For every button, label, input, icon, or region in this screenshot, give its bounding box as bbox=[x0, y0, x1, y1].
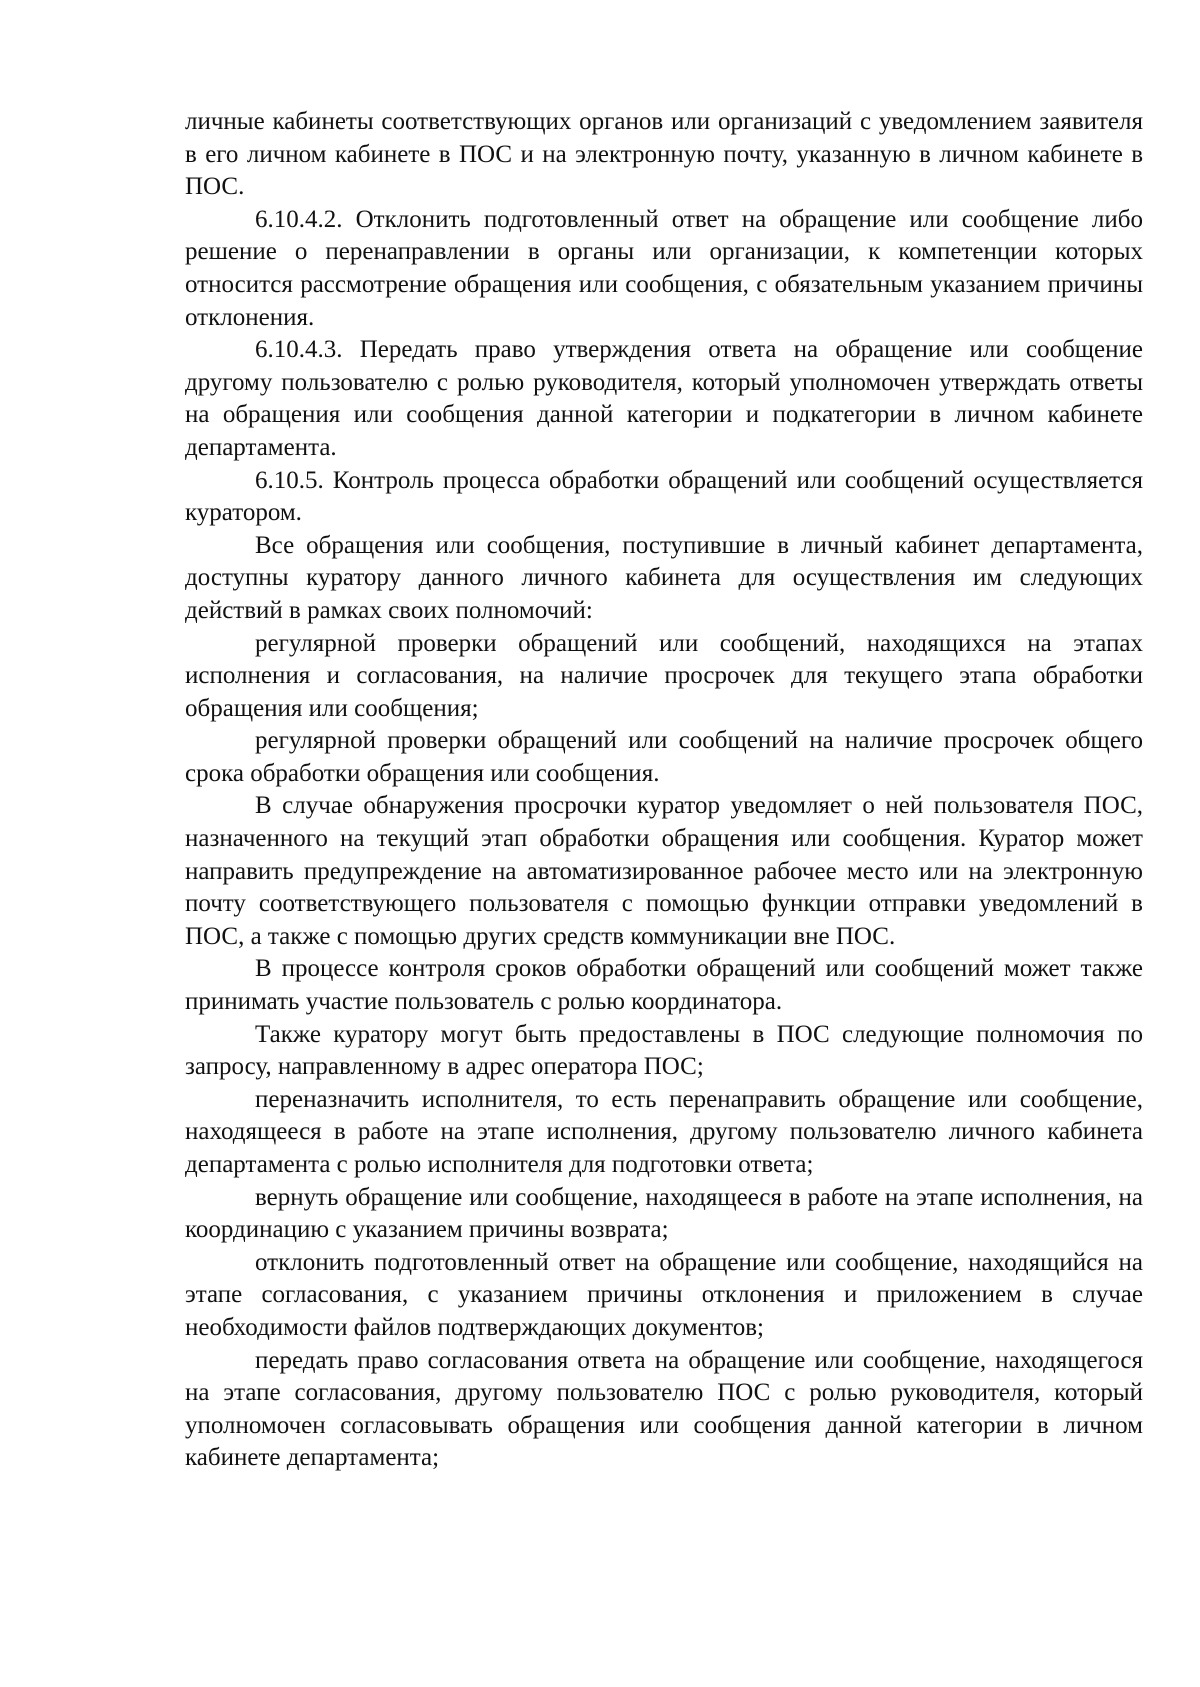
paragraph-check-overall: регулярной проверки обращений или сообщений на наличие просрочек общего срока обработки обращения или сообщения. bbox=[185, 727, 1143, 787]
paragraph-curator-access: Все обращения или сообщения, поступившие в личный кабинет департамента, доступны куратору данного личного кабинета для осуществления им следующих действий в рамках своих полномочий: bbox=[185, 531, 1143, 624]
paragraph-reassign: переназначить исполнителя, то есть перенаправить обращение или сообщение, находящееся в работе на этапе исполнения, другому пользователю личного кабинета департамента с ролью исполнителя для подготовки ответа; bbox=[185, 1085, 1143, 1178]
paragraph-6-10-5: 6.10.5. Контроль процесса обработки обращений или сообщений осуществляется куратором. bbox=[185, 466, 1143, 527]
paragraph-check-stages: регулярной проверки обращений или сообщений, находящихся на этапах исполнения и согласования, на наличие просрочек для текущего этапа обработки обращения или сообщения; bbox=[185, 629, 1143, 722]
paragraph-overdue-notice: В случае обнаружения просрочки куратор уведомляет о ней пользователя ПОС, назначенного на текущий этап обработки обращения или сообщения. Куратор может направить предупреждение на автоматизированное рабочее место или на электронную почту соответствующего пользователя с помощью функции отправки уведомлений в ПОС, а также с помощью других средств коммуникации вне ПОС. bbox=[185, 792, 1143, 950]
paragraph-reject: отклонить подготовленный ответ на обращение или сообщение, находящийся на этапе согласования, с указанием причины отклонения и приложением в случае необходимости файлов подтверждающих документов; bbox=[185, 1248, 1143, 1341]
paragraph-transfer-approval: передать право согласования ответа на обращение или сообщение, находящегося на этапе согласования, другому пользователю ПОС с ролью руководителя, который уполномочен согласовывать обращения или сообщения данной категории в личном кабинете департамента; bbox=[185, 1346, 1143, 1472]
paragraph-continuation: личные кабинеты соответствующих органов или организаций с уведомлением заявителя в его личном кабинете в ПОС и на электронную почту, указанную в личном кабинете в ПОС. bbox=[185, 108, 1143, 201]
paragraph-6-10-4-2: 6.10.4.2. Отклонить подготовленный ответ на обращение или сообщение либо решение о перенаправлении в органы или организации, к компетенции которых относится рассмотрение обращения или сообщения, с обязательным указанием причины отклонения. bbox=[185, 205, 1143, 331]
paragraph-coordinator: В процессе контроля сроков обработки обращений или сообщений может также принимать участие пользователь с ролью координатора. bbox=[185, 955, 1143, 1016]
paragraph-extra-powers: Также куратору могут быть предоставлены в ПОС следующие полномочия по запросу, направленному в адрес оператора ПОС; bbox=[185, 1020, 1143, 1081]
paragraph-6-10-4-3: 6.10.4.3. Передать право утверждения ответа на обращение или сообщение другому пользователю с ролью руководителя, который уполномочен утверждать ответы на обращения или сообщения данной категории и подкатегории в личном кабинете департамента. bbox=[185, 336, 1143, 461]
document-body bbox=[185, 106, 1143, 1475]
paragraph-return: вернуть обращение или сообщение, находящееся в работе на этапе исполнения, на координацию с указанием причины возврата; bbox=[185, 1183, 1143, 1244]
